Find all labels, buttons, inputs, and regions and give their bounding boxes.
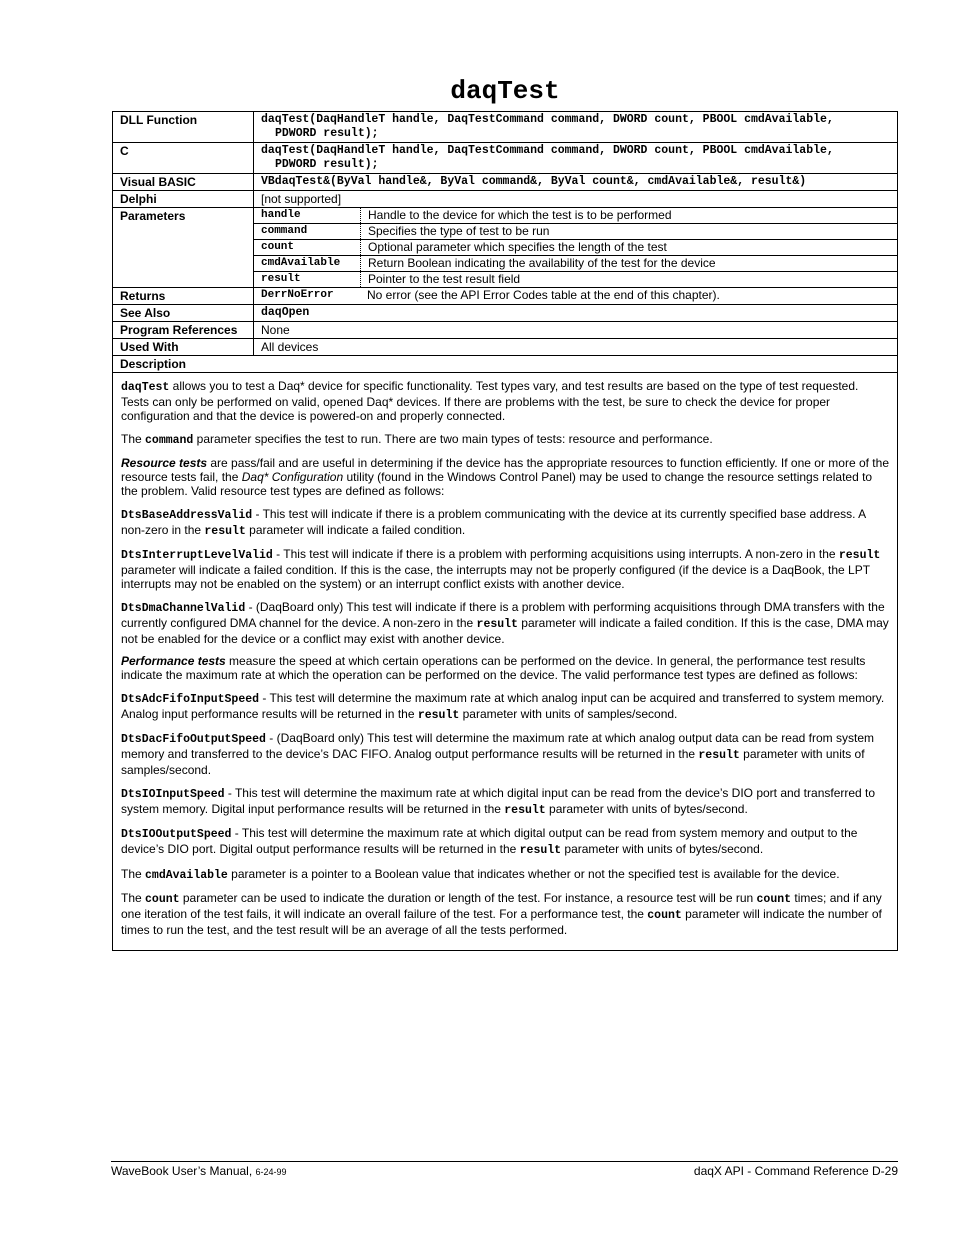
code-term: count [647,909,682,922]
desc-paragraph [121,547,889,591]
code-term: command [145,433,194,447]
return-desc: No error (see the API Error Codes table at the end of this chapter). [367,288,720,302]
code-term: result [417,708,460,722]
desc-text: - This test will determine the maximum rate at which digital input can be read from the device’s DIO port and transferred to system memory. Digital input performance results will be returned in the [121,785,876,816]
description-heading: Description [113,356,898,373]
desc-text: times; and if any one iteration of the test fails, it will indicate an overall failure of the test. For a performance test, the [121,891,882,921]
return-row [254,288,897,303]
param-row [254,224,897,240]
description-body [113,373,898,951]
desc-text: measure the speed at which certain operations can be performed on the device. In general, the performance test results indicate the maximum rate at which the operation can be performed on the device. The valid performance test types are defined as follows: [121,654,866,682]
desc-text: - This test will determine the maximum rate at which digital output can be read from system memory and output to the device’s DIO port. Digital output performance results will be returned in the [121,826,858,856]
param-desc: Return Boolean indicating the availability of the test for the device [361,256,898,272]
desc-paragraph [121,379,889,423]
code-term: result [204,524,246,538]
desc-paragraph [121,654,889,682]
footer-divider [111,1161,898,1162]
desc-paragraph [121,507,889,539]
row-label: Delphi [113,191,254,208]
row-value [254,143,898,174]
code-term: cmdAvailable [145,868,228,882]
desc-paragraph [121,731,889,777]
row-c [113,143,898,174]
desc-text: parameter will indicate a failed condition. If this is the case, the interrupts may not be properly configured (if the device is a DaqBook, the LPT interrupts may not be enabled on the system) or an interrupt conflict exists with another device. [121,563,870,591]
desc-text: - This test will indicate if there is a problem with performing acquisitions using interrupts. A non-zero in the [272,547,839,561]
row-see-also [113,305,898,322]
desc-text: The [121,891,146,905]
row-used-with [113,339,898,356]
row-value: [not supported] [254,191,898,208]
code-term: count [756,893,792,906]
row-label: See Also [113,305,254,322]
return-name: DerrNoError [261,289,334,301]
desc-paragraph [121,891,889,937]
emphasis-term: Daq* Configuration [241,470,344,484]
param-name: result [254,272,361,288]
desc-text: parameter can be used to indicate the duration or length of the test. For instance, a resource test will be run [179,891,757,905]
code-term: result [504,803,546,817]
desc-text: parameter specifies the test to run. There are two main types of tests: resource and performance. [193,431,713,446]
desc-text: parameter is a pointer to a Boolean value that indicates whether or not the specified test is available for the device. [227,866,840,881]
desc-text: The [121,866,146,881]
row-description-body [113,373,898,951]
returns-cell [254,288,898,305]
code-term: count [145,893,180,906]
desc-paragraph [121,867,889,883]
signature-line-1: daqTest(DaqHandleT handle, DaqTestCommand command, DWORD count, PBOOL cmdAvailable, [261,144,834,157]
desc-text: - (DaqBoard only) This test will determine the maximum rate at which analog output data can be read from system memory and transferred to the device’s DAC FIFO. Analog output performance results will be returned in the [121,731,874,761]
row-program-references [113,322,898,339]
desc-text: are pass/fail and are useful in determining if the device has the appropriate resources to function efficiently. If one or more of the resource tests fail, the [121,456,889,484]
page-title: daqTest [450,76,560,106]
row-value: All devices [254,339,898,356]
row-value: VBdaqTest&(ByVal handle&, ByVal command&, ByVal count&, cmdAvailable&, result&) [254,174,898,191]
row-description-header [113,356,898,373]
code-term: DtsIOOutputSpeed [121,828,232,841]
desc-paragraph [121,432,889,448]
row-label: C [113,143,254,174]
code-term: DtsDacFifoOutputSpeed [121,733,266,746]
footer-page-reference: daqX API - Command Reference D-29 [693,1164,898,1178]
param-desc: Specifies the type of test to be run [361,224,898,240]
row-delphi [113,191,898,208]
param-row [254,272,897,288]
function-reference-table [112,111,898,951]
param-name: command [254,224,361,240]
param-row [254,240,897,256]
row-parameters [113,208,898,288]
desc-text: The [121,431,146,446]
row-label: Parameters [113,208,254,288]
code-term: result [698,749,740,762]
code-term: DtsDmaChannelValid [121,601,246,615]
desc-text: - (DaqBoard only) This test will indicate if there is a problem with performing acquisitions through DMA transfers with the currently configured DMA channel for the device. A non-zero in the [121,599,885,630]
desc-text: parameter with units of bytes/second. [561,842,764,856]
row-label: Program References [113,322,254,339]
row-value: daqOpen [254,305,898,322]
row-label: Used With [113,339,254,356]
row-label: Returns [113,288,254,305]
code-term: DtsBaseAddressValid [121,508,253,522]
parameters-table [254,208,897,287]
desc-paragraph [121,786,889,818]
param-desc: Pointer to the test result field [368,272,521,286]
desc-text: parameter with units of samples/second. [459,706,678,721]
emphasis-term: Performance tests [121,654,226,668]
param-name: count [254,240,361,256]
desc-text: parameter will indicate a failed condition. If this is the case, DMA may not be enabled for the device or a conflict may exist with another device. [121,615,889,646]
signature-line-2: PDWORD result); [275,158,379,171]
row-returns [113,288,898,305]
footer-text: WaveBook User’s Manual, [111,1164,256,1178]
signature-line-1: daqTest(DaqHandleT handle, DaqTestCommand command, DWORD count, PBOOL cmdAvailable, [261,113,834,126]
param-row [254,208,897,224]
desc-text: parameter will indicate the number of times to run the test, and the test result will be an average of all the tests performed. [121,907,882,937]
param-desc: Optional parameter which specifies the length of the test [361,240,898,256]
row-visual-basic [113,174,898,191]
returns-table [254,288,897,303]
row-value: None [254,322,898,339]
row-dll-function [113,112,898,143]
code-term: daqTest [121,381,170,394]
desc-text: utility (found in the Windows Control Panel) may be used to change the resource settings related to the problem. Valid resource test types are defined as follows: [121,470,873,498]
row-value [254,112,898,143]
code-term: result [476,617,518,631]
signature-line-2: PDWORD result); [275,127,379,140]
desc-text: - This test will determine the maximum rate at which analog input can be acquired and transferred to system memory. Analog input performance results will be returned in the [121,690,885,721]
emphasis-term: Resource tests [121,456,208,470]
desc-paragraph [121,600,889,646]
desc-text: parameter with units of samples/second. [121,747,865,777]
param-name: handle [254,208,361,224]
param-row [254,256,897,272]
parameters-cell [254,208,898,288]
footer-manual-title [111,1164,287,1178]
row-label: Visual BASIC [113,174,254,191]
param-name: cmdAvailable [254,256,361,272]
desc-text: parameter with units of bytes/second. [545,801,748,816]
desc-paragraph [121,691,889,723]
param-desc: Handle to the device for which the test is to be performed [361,208,898,224]
code-term: DtsInterruptLevelValid [121,549,273,562]
row-label: DLL Function [113,112,254,143]
code-term: DtsIOInputSpeed [121,787,225,801]
desc-text: parameter will indicate a failed condition. [245,522,466,537]
code-term: result [838,549,881,562]
code-term: result [519,844,562,857]
desc-text: - This test will indicate if there is a problem communicating with the device at its currently specified base address. A non-zero in the [121,506,866,537]
code-term: DtsAdcFifoInputSpeed [121,692,260,706]
desc-paragraph [121,826,889,858]
desc-paragraph [121,456,889,498]
footer-date: 6-24-99 [255,1167,287,1177]
desc-text: allows you to test a Daq* device for specific functionality. Test types vary, and test results are based on the type of test requested. Tests can only be performed on valid, opened Daq* devices. If there are problems with the test, be sure to check the device for proper configuration and that the device is powered-on and properly connected. [121,379,859,423]
